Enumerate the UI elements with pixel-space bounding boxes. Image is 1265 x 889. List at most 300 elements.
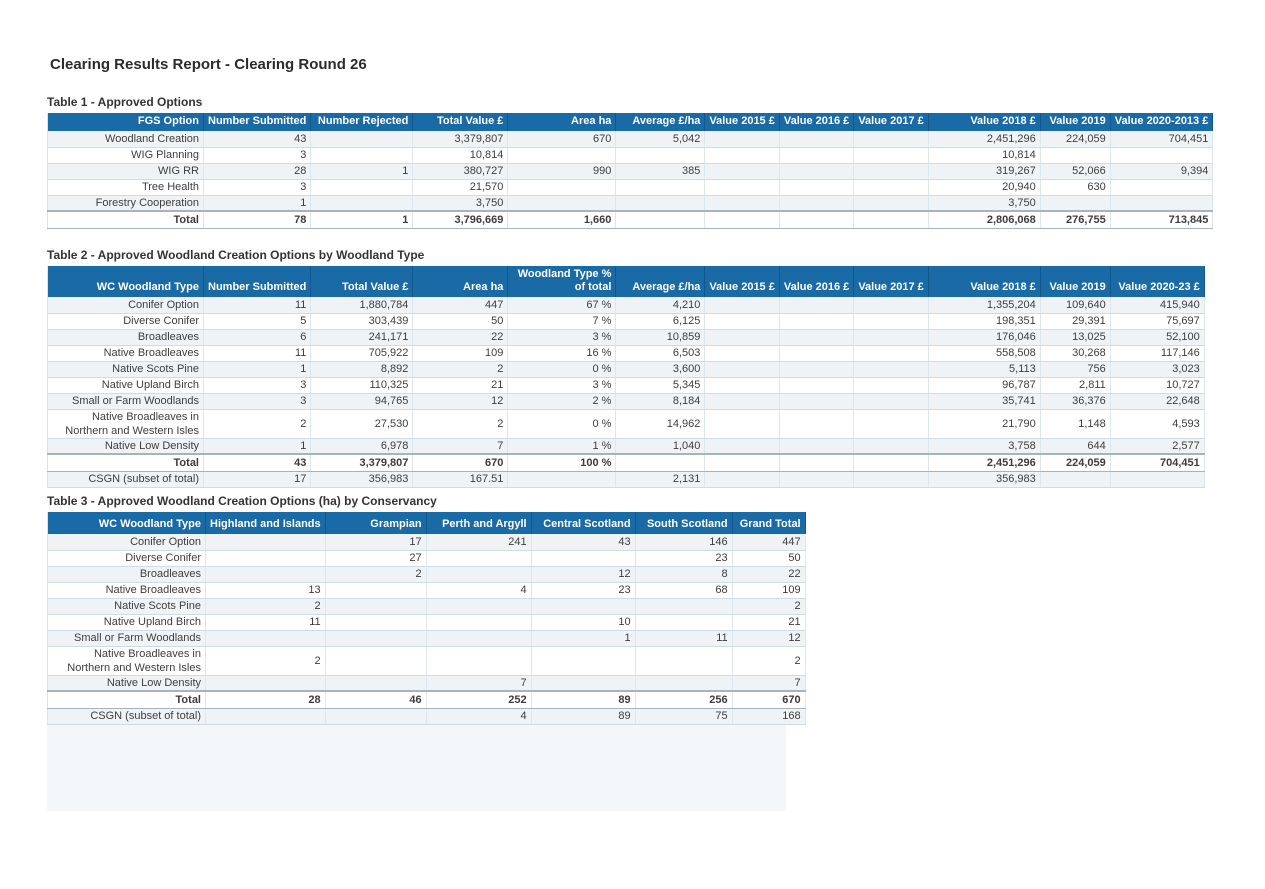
total-row [48,211,1213,228]
table-cell: 13,025 [1040,329,1110,345]
table-cell: 630 [1040,179,1110,195]
column-header: Central Scotland [531,512,635,534]
table-cell: WIG RR [48,163,204,179]
table-cell: Diverse Conifer [48,313,204,329]
table-cell: 7 [426,675,531,691]
table-cell [616,195,705,211]
table-cell: 2 % [508,393,616,409]
table-cell: 109 [413,345,508,361]
column-header: Average £/ha [616,266,705,297]
table1-section [47,95,1213,229]
table-cell [854,377,928,393]
table-cell [854,345,928,361]
table-row [48,297,1205,313]
column-header: WC Woodland Type [48,512,206,534]
table-cell: 7 % [508,313,616,329]
table-cell: 356,983 [928,471,1040,487]
table-cell: Native Broadleaves in Northern and Western Isles [48,409,204,438]
table-cell [854,211,928,228]
table-cell [705,297,779,313]
table-cell: 21,570 [413,179,508,195]
table-cell: 10,814 [928,147,1040,163]
table-cell [1040,195,1110,211]
table-cell: 8 [635,566,732,582]
table-cell: 117,146 [1110,345,1204,361]
table-cell: 30,268 [1040,345,1110,361]
table-cell [426,566,531,582]
table-cell: 2 [206,646,326,675]
table-cell: 3 [204,393,311,409]
table-row [48,582,806,598]
table-cell: 224,059 [1040,454,1110,471]
table-cell: Diverse Conifer [48,550,206,566]
table-cell: Total [48,691,206,708]
column-header: Value 2016 £ [779,266,853,297]
table-cell: 22 [732,566,805,582]
table-cell: 3,758 [928,438,1040,454]
table-row [48,438,1205,454]
table-cell: Native Scots Pine [48,361,204,377]
table-cell: Native Scots Pine [48,598,206,614]
table-cell [635,598,732,614]
table-cell: 11 [204,297,311,313]
table-cell: 2 [204,409,311,438]
table-cell: 3 % [508,377,616,393]
table-cell: 14,962 [616,409,705,438]
table-row [48,313,1205,329]
table-cell: 3,750 [413,195,508,211]
table-cell [531,550,635,566]
table-cell: 11 [635,630,732,646]
table-cell: 3,379,807 [413,131,508,147]
table-cell [854,297,928,313]
table-cell: 89 [531,691,635,708]
table-cell: 705,922 [311,345,413,361]
table-cell [1110,471,1204,487]
table-cell [325,675,426,691]
table-cell: 176,046 [928,329,1040,345]
column-header: Woodland Type % of total [508,266,616,297]
table-cell: 3 [204,377,311,393]
table-cell: 447 [732,534,805,550]
table-cell: 21,790 [928,409,1040,438]
table-cell [705,377,779,393]
table-cell [325,646,426,675]
table-cell [854,471,928,487]
table-cell: Native Broadleaves in Northern and Western Isles [48,646,206,675]
table-cell: 10 [531,614,635,630]
table-cell [779,454,853,471]
table-cell [705,329,779,345]
table-cell: WIG Planning [48,147,204,163]
table-row [48,614,806,630]
table-cell: 100 % [508,454,616,471]
table-cell: 10,727 [1110,377,1204,393]
table-cell: 6,978 [311,438,413,454]
table-cell: Woodland Creation [48,131,204,147]
table-cell: 5,042 [616,131,705,147]
column-header: South Scotland [635,512,732,534]
column-header: Value 2019 [1040,113,1110,131]
column-header: Value 2020-2013 £ [1110,113,1213,131]
table-cell [616,147,705,163]
table-cell [1040,471,1110,487]
table-cell: 20,940 [928,179,1040,195]
table-cell: 2 [413,409,508,438]
column-header: Perth and Argyll [426,512,531,534]
table-cell [854,438,928,454]
column-header: Grampian [325,512,426,534]
table-cell: 3,023 [1110,361,1204,377]
table-cell [854,179,928,195]
column-header: Grand Total [732,512,805,534]
table-cell [705,361,779,377]
table-cell: 5 [204,313,311,329]
table-cell: 1 [531,630,635,646]
table-cell: 16 % [508,345,616,361]
table-cell [705,211,779,228]
table-cell: 3 % [508,329,616,345]
table-cell: 256 [635,691,732,708]
table-cell [705,454,779,471]
table-cell [206,566,326,582]
table-row [48,195,1213,211]
report-empty-area [47,725,786,811]
total-row [48,691,806,708]
table-cell: 276,755 [1040,211,1110,228]
table-row [48,163,1213,179]
table-cell [705,345,779,361]
table-cell: 1 [311,163,413,179]
table-cell [311,179,413,195]
table-cell [206,675,326,691]
table-cell: 670 [413,454,508,471]
table-cell [779,163,853,179]
table-cell [426,550,531,566]
table-cell [508,147,616,163]
table-cell [705,163,779,179]
conservancy-table [47,512,806,725]
column-header: WC Woodland Type [48,266,204,297]
table-cell: 1 [204,361,311,377]
table-row [48,566,806,582]
table-cell [779,471,853,487]
table-cell [325,708,426,724]
table-cell [705,393,779,409]
table-cell: 43 [204,454,311,471]
page-title: Clearing Results Report - Clearing Round 26 [50,56,367,73]
table-cell: 0 % [508,409,616,438]
table-cell [854,393,928,409]
woodland-type-table [47,266,1205,488]
table-cell: 4,210 [616,297,705,313]
table-cell [1040,147,1110,163]
table-cell [1110,147,1213,163]
table-cell [616,211,705,228]
column-header: Total Value £ [413,113,508,131]
table-cell: 94,765 [311,393,413,409]
table-cell: 1,355,204 [928,297,1040,313]
column-header: Number Submitted [204,113,311,131]
table-cell [779,211,853,228]
table-cell [531,598,635,614]
table-cell: 96,787 [928,377,1040,393]
table-cell [206,534,326,550]
table-cell [426,614,531,630]
table-cell: 2 [732,598,805,614]
table-cell [705,409,779,438]
table-cell: 12 [413,393,508,409]
table-cell [779,131,853,147]
table-cell: Native Broadleaves [48,582,206,598]
table-row [48,147,1213,163]
column-header: Number Submitted [204,266,311,297]
table-cell: 1 [204,195,311,211]
table-cell: 241 [426,534,531,550]
csgn-row [48,471,1205,487]
table-cell: 670 [732,691,805,708]
table-cell: 2,131 [616,471,705,487]
header-row [48,113,1213,131]
table-cell: 385 [616,163,705,179]
table-cell [508,179,616,195]
table-cell: 704,451 [1110,131,1213,147]
table-cell: 67 % [508,297,616,313]
table-row [48,131,1213,147]
table-cell: 2 [325,566,426,582]
table-cell [854,147,928,163]
table-cell [206,630,326,646]
table-row [48,598,806,614]
table-cell [854,195,928,211]
table-cell: 2,451,296 [928,131,1040,147]
table-cell: 2 [413,361,508,377]
table-cell: 6,125 [616,313,705,329]
table-cell: 89 [531,708,635,724]
table-cell: Conifer Option [48,534,206,550]
table-cell [635,646,732,675]
table-cell: 35,741 [928,393,1040,409]
table-row [48,675,806,691]
table-cell [705,471,779,487]
table-cell: 52,066 [1040,163,1110,179]
column-header: Value 2016 £ [779,113,853,131]
column-header: FGS Option [48,113,204,131]
table-cell: 8,892 [311,361,413,377]
table-cell [705,179,779,195]
table-cell: 9,394 [1110,163,1213,179]
table-cell [206,708,326,724]
table-cell: Total [48,454,204,471]
table-cell: 3,600 [616,361,705,377]
table-cell [779,438,853,454]
table-cell [616,179,705,195]
table-cell: 10,859 [616,329,705,345]
column-header: Area ha [508,113,616,131]
total-row [48,454,1205,471]
table-cell: 704,451 [1110,454,1204,471]
table-cell: 2,806,068 [928,211,1040,228]
table-cell: 36,376 [1040,393,1110,409]
table-cell: 380,727 [413,163,508,179]
column-header: Number Rejected [311,113,413,131]
table-cell [779,361,853,377]
table-row [48,550,806,566]
table-cell: 28 [204,163,311,179]
table-cell: 109 [732,582,805,598]
table-cell: 11 [204,345,311,361]
table-cell: 4 [426,582,531,598]
table-cell [779,179,853,195]
table-cell: 2,811 [1040,377,1110,393]
table-row [48,409,1205,438]
table-cell: 17 [204,471,311,487]
table-cell: 27 [325,550,426,566]
column-header: Value 2019 [1040,266,1110,297]
table-cell: 7 [732,675,805,691]
table-cell [779,195,853,211]
table-cell: 22 [413,329,508,345]
table-cell: 75,697 [1110,313,1204,329]
table-cell: 46 [325,691,426,708]
table-cell: 3,750 [928,195,1040,211]
table-cell: 50 [732,550,805,566]
table-cell: 7 [413,438,508,454]
table-cell [635,614,732,630]
table-cell [1110,179,1213,195]
table-cell [779,147,853,163]
table-cell: 644 [1040,438,1110,454]
table-cell [779,329,853,345]
table-cell: 1 % [508,438,616,454]
table-cell: 3,796,669 [413,211,508,228]
table-cell: 28 [206,691,326,708]
table-cell: 10,814 [413,147,508,163]
table-cell: Broadleaves [48,566,206,582]
column-header: Total Value £ [311,266,413,297]
table-cell: 3,379,807 [311,454,413,471]
table-cell: 1,660 [508,211,616,228]
table-cell [325,598,426,614]
table-cell: 146 [635,534,732,550]
table-cell: 12 [531,566,635,582]
table-cell: Native Low Density [48,675,206,691]
table-cell: 198,351 [928,313,1040,329]
table-cell: 109,640 [1040,297,1110,313]
table-cell: 78 [204,211,311,228]
table-cell: 27,530 [311,409,413,438]
table-cell [311,131,413,147]
table-cell: 1 [204,438,311,454]
table-cell: 5,345 [616,377,705,393]
table-cell [635,675,732,691]
table-cell: 23 [635,550,732,566]
table-cell: Native Low Density [48,438,204,454]
table-cell: CSGN (subset of total) [48,471,204,487]
table-cell: Conifer Option [48,297,204,313]
table-cell [616,454,705,471]
table-cell: 5,113 [928,361,1040,377]
column-header: Area ha [413,266,508,297]
table-cell [779,345,853,361]
table-cell [426,646,531,675]
column-header: Highland and Islands [206,512,326,534]
table-cell [779,393,853,409]
table-cell [531,675,635,691]
table-row [48,179,1213,195]
table-cell: Small or Farm Woodlands [48,630,206,646]
table-cell: 252 [426,691,531,708]
table-cell: Native Upland Birch [48,614,206,630]
table-cell [1110,195,1213,211]
table-cell: 68 [635,582,732,598]
table-cell [705,147,779,163]
table-row [48,646,806,675]
table-cell: Total [48,211,204,228]
table-cell: 319,267 [928,163,1040,179]
column-header: Value 2015 £ [705,113,779,131]
csgn-row [48,708,806,724]
table-cell [705,313,779,329]
table-cell [325,614,426,630]
column-header: Value 2020-23 £ [1110,266,1204,297]
table-cell: 1,880,784 [311,297,413,313]
table-cell [705,438,779,454]
table-cell: Small or Farm Woodlands [48,393,204,409]
table-cell: 21 [732,614,805,630]
table-cell: 13 [206,582,326,598]
table-cell: 52,100 [1110,329,1204,345]
table-cell: 17 [325,534,426,550]
table-cell [508,195,616,211]
table-cell: 6 [204,329,311,345]
table-cell: Broadleaves [48,329,204,345]
table-cell: 4 [426,708,531,724]
table-cell: 21 [413,377,508,393]
table-cell: 756 [1040,361,1110,377]
table-cell: 415,940 [1110,297,1204,313]
table-cell [854,313,928,329]
column-header: Value 2018 £ [928,266,1040,297]
table-cell [531,646,635,675]
table-cell: 990 [508,163,616,179]
table-cell: 43 [531,534,635,550]
table-cell: 670 [508,131,616,147]
table-cell [854,361,928,377]
table-cell [854,409,928,438]
column-header: Value 2017 £ [854,113,928,131]
table-cell [779,313,853,329]
table-cell: 75 [635,708,732,724]
table-cell: 1,148 [1040,409,1110,438]
table-cell [854,329,928,345]
table-cell [854,163,928,179]
table3-caption: Table 3 - Approved Woodland Creation Options (ha) by Conservancy [47,494,437,508]
approved-options-table [47,113,1213,229]
table-cell: 11 [206,614,326,630]
table-cell: 224,059 [1040,131,1110,147]
table-cell [779,377,853,393]
table-row [48,534,806,550]
table-cell [311,195,413,211]
table-cell [325,582,426,598]
table-cell: 29,391 [1040,313,1110,329]
table-cell: 558,508 [928,345,1040,361]
table-cell [705,195,779,211]
table-cell: 447 [413,297,508,313]
table-cell: 3 [204,179,311,195]
table-cell: 2,451,296 [928,454,1040,471]
